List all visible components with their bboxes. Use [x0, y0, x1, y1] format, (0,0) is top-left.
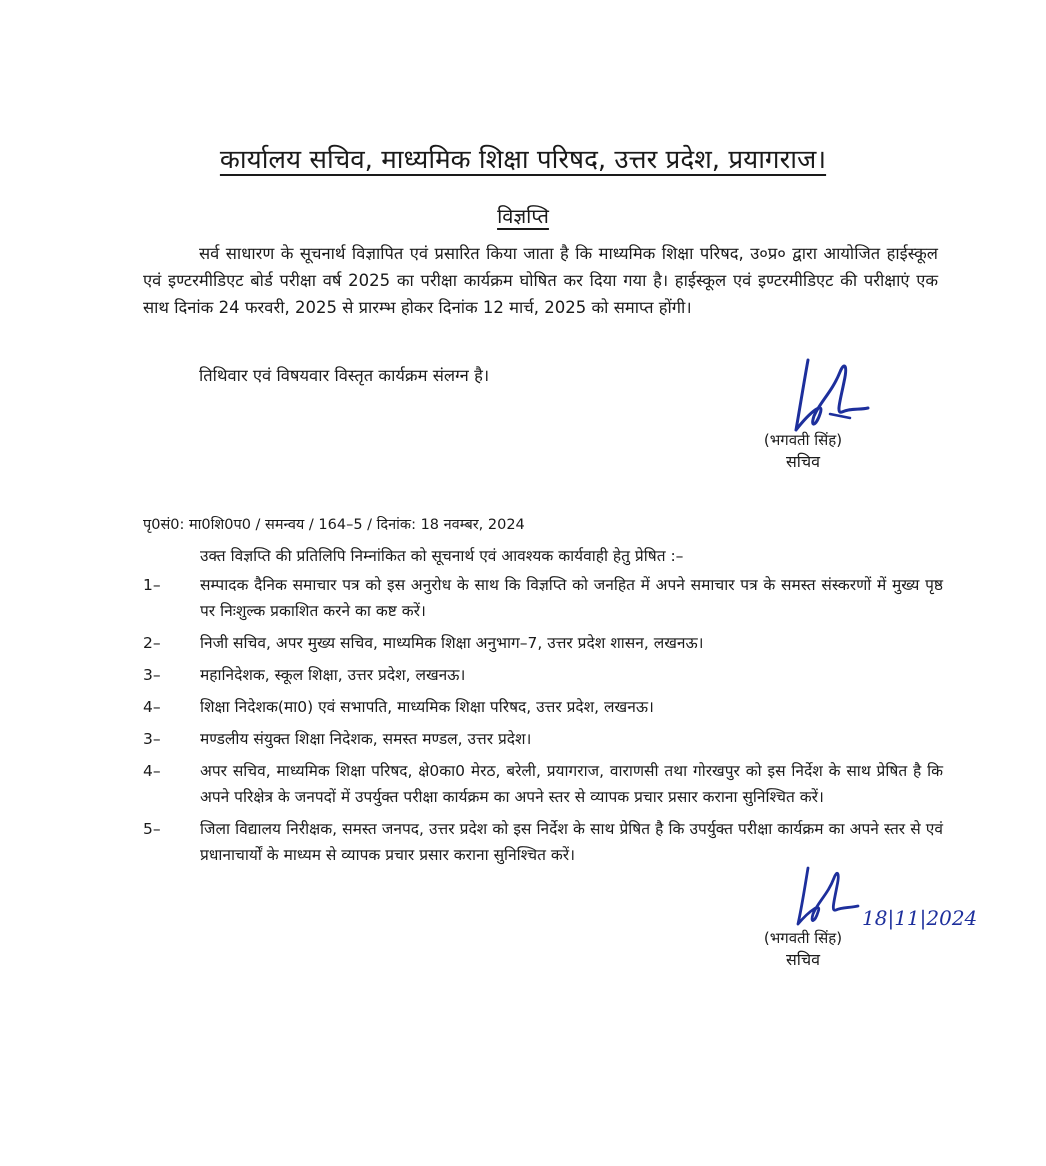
- list-item-text: महानिदेशक, स्कूल शिक्षा, उत्तर प्रदेश, लखनऊ।: [200, 666, 466, 684]
- list-item-text: निजी सचिव, अपर मुख्य सचिव, माध्यमिक शिक्षा अनुभाग–7, उत्तर प्रदेश शासन, लखनऊ।: [200, 634, 704, 652]
- list-item-number: 3–: [143, 666, 161, 684]
- list-item-number: 1–: [143, 576, 161, 594]
- list-item-text: अपर सचिव, माध्यमिक शिक्षा परिषद, क्षे0का0 मेरठ, बरेली, प्रयागराज, वाराणसी तथा गोरखपुर को इस निर्देश के साथ प्रेषित है कि अपने परिक्षेत्र के जनपदों में उपर्युक्त परीक्षा कार्यक्रम का अपने स्तर से व्यापक प्रचार प्रसार कराना सुनिश्चित करें।: [200, 762, 943, 806]
- list-item: [143, 572, 943, 624]
- list-item-number: 5–: [143, 820, 161, 838]
- signatory-name: (भगवती सिंह): [763, 431, 843, 449]
- schedule-attached-note: तिथिवार एवं विषयवार विस्तृत कार्यक्रम संलग्न है।: [199, 366, 490, 385]
- reference-number: पृ0सं0: मा0शि0प0 / समन्वय / 164–5 / दिनांक: 18 नवम्बर, 2024: [143, 517, 525, 533]
- list-item: [143, 630, 943, 656]
- signature-bottom: [733, 928, 873, 972]
- signature-top: [733, 430, 873, 474]
- signatory-title: सचिव: [785, 950, 821, 969]
- list-item: [143, 726, 943, 752]
- office-heading: कार्यालय सचिव, माध्यमिक शिक्षा परिषद, उत्तर प्रदेश, प्रयागराज।: [219, 145, 827, 175]
- signatory-name: (भगवती सिंह): [763, 929, 843, 947]
- list-item-text: मण्डलीय संयुक्त शिक्षा निदेशक, समस्त मण्डल, उत्तर प्रदेश।: [200, 730, 532, 748]
- list-item-text: जिला विद्यालय निरीक्षक, समस्त जनपद, उत्तर प्रदेश को इस निर्देश के साथ प्रेषित है कि उपर्युक्त परीक्षा कार्यक्रम का अपने स्तर से एवं प्रधानाचार्यों के माध्यम से व्यापक प्रचार प्रसार कराना सुनिश्चित करें।: [200, 820, 943, 864]
- list-item-number: 4–: [143, 762, 161, 780]
- signatory-title: सचिव: [785, 452, 821, 471]
- list-item-number: 3–: [143, 730, 161, 748]
- list-item: [143, 758, 943, 810]
- list-item-number: 4–: [143, 698, 161, 716]
- signature-bottom-image: [778, 862, 868, 934]
- list-item: [143, 694, 943, 720]
- signature-top-image: [770, 352, 880, 442]
- notice-title: विज्ञप्ति: [497, 204, 549, 228]
- list-item: [143, 662, 943, 688]
- handwritten-date: 18|11|2024: [862, 906, 978, 930]
- list-item-number: 2–: [143, 634, 161, 652]
- list-item: [143, 816, 943, 868]
- list-item-text: सम्पादक दैनिक समाचार पत्र को इस अनुरोध के साथ कि विज्ञप्ति को जनहित में अपने समाचार पत्र के समस्त संस्करणों में मुख्य पृष्ठ पर निःशुल्क प्रकाशित करने का कष्ट करें।: [200, 576, 943, 620]
- notice-paragraph: सर्व साधारण के सूचनार्थ विज्ञापित एवं प्रसारित किया जाता है कि माध्यमिक शिक्षा परिषद, उ०प्र० द्वारा आयोजित हाईस्कूल एवं इण्टरमीडिएट बोर्ड परीक्षा वर्ष 2025 का परीक्षा कार्यक्रम घोषित कर दिया गया है। हाईस्कूल एवं इण्टरमीडिएट की परीक्षाएं एक साथ दिनांक 24 फरवरी, 2025 से प्रारम्भ होकर दिनांक 12 मार्च, 2025 को समाप्त होंगी।: [143, 244, 938, 317]
- list-item-text: शिक्षा निदेशक(मा0) एवं सभापति, माध्यमिक शिक्षा परिषद, उत्तर प्रदेश, लखनऊ।: [200, 698, 654, 716]
- recipient-list: [143, 572, 943, 874]
- distribution-intro: उक्त विज्ञप्ति की प्रतिलिपि निम्नांकित को सूचनार्थ एवं आवश्यक कार्यवाही हेतु प्रेषित :–: [200, 547, 684, 565]
